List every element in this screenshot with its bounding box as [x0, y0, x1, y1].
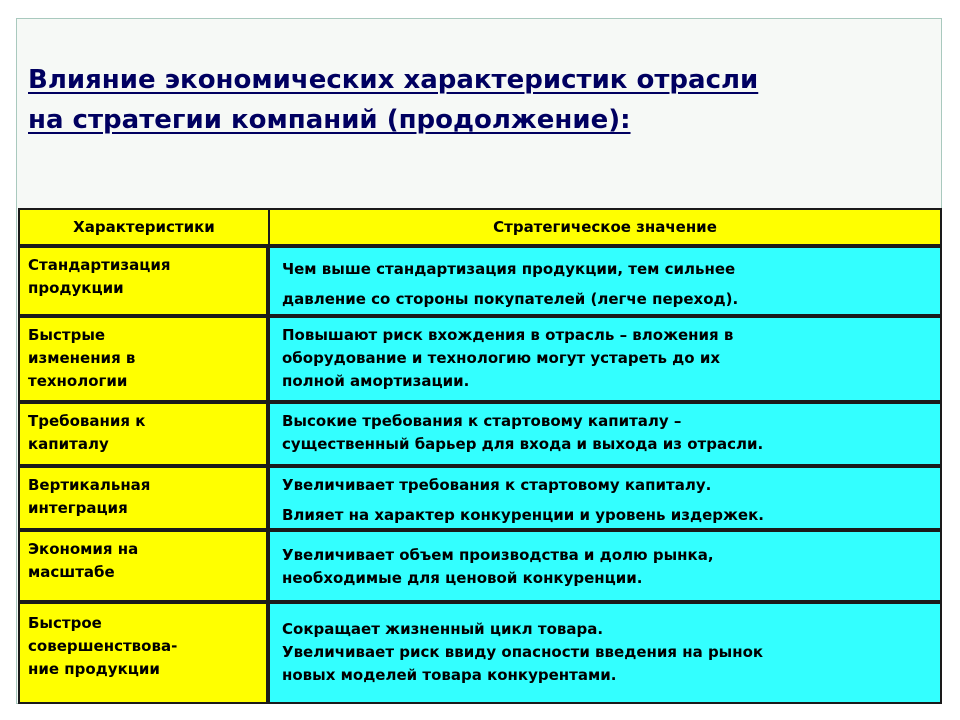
cell-text: существенный барьер для входа и выхода из отрасли. [282, 435, 764, 453]
cell-text: капиталу [28, 435, 109, 453]
cell-text: Экономия на [28, 540, 139, 558]
table-row-3-characteristic [18, 402, 268, 466]
cell-text: Быстрые [28, 326, 106, 344]
cell-text: Повышают риск вхождения в отрасль – вложения в [282, 326, 734, 344]
table-row-4-characteristic [18, 466, 268, 530]
title-line-2: на стратегии компаний (продолжение): [28, 105, 631, 135]
table-row-1-characteristic [18, 246, 268, 316]
table-row-2-meaning [268, 316, 942, 402]
cell-text: Влияет на характер конкуренции и уровень издержек. [282, 506, 764, 524]
header-strategic-meaning: Стратегическое значение [268, 208, 942, 246]
cell-text: давление со стороны покупателей (легче переход). [282, 290, 739, 308]
cell-text: Сокращает жизненный цикл товара. [282, 620, 604, 638]
cell-text: Стандартизация [28, 256, 171, 274]
cell-text: изменения в [28, 349, 136, 367]
cell-text: Чем выше стандартизация продукции, тем сильнее [282, 260, 736, 278]
table-row-2-characteristic [18, 316, 268, 402]
cell-text: продукции [28, 279, 124, 297]
table-row-6-meaning [268, 602, 942, 704]
table-row-6-characteristic [18, 602, 268, 704]
cell-text: масштабе [28, 563, 115, 581]
table-row-4-meaning [268, 466, 942, 530]
cell-text: необходимые для ценовой конкуренции. [282, 569, 643, 587]
cell-text: Увеличивает требования к стартовому капиталу. [282, 476, 712, 494]
cell-text: Требования к [28, 412, 146, 430]
cell-text: полной амортизации. [282, 372, 470, 390]
cell-text: новых моделей товара конкурентами. [282, 666, 617, 684]
cell-text: технологии [28, 372, 128, 390]
table-row-3-meaning [268, 402, 942, 466]
table-row-1-meaning [268, 246, 942, 316]
strategy-table [18, 208, 942, 704]
cell-text: ние продукции [28, 660, 160, 678]
title-line-1: Влияние экономических характеристик отрасли [28, 65, 759, 95]
table-row-5-meaning [268, 530, 942, 602]
cell-text: интеграция [28, 499, 128, 517]
table-row-5-characteristic [18, 530, 268, 602]
cell-text: оборудование и технологию могут устареть до их [282, 349, 721, 367]
header-characteristics: Характеристики [18, 208, 270, 246]
cell-text: совершенствова- [28, 637, 178, 655]
cell-text: Увеличивает риск ввиду опасности введения на рынок [282, 643, 764, 661]
cell-text: Вертикальная [28, 476, 151, 494]
cell-text: Быстрое [28, 614, 102, 632]
cell-text: Высокие требования к стартовому капиталу – [282, 412, 682, 430]
cell-text: Увеличивает объем производства и долю рынка, [282, 546, 714, 564]
slide-title [28, 60, 908, 140]
